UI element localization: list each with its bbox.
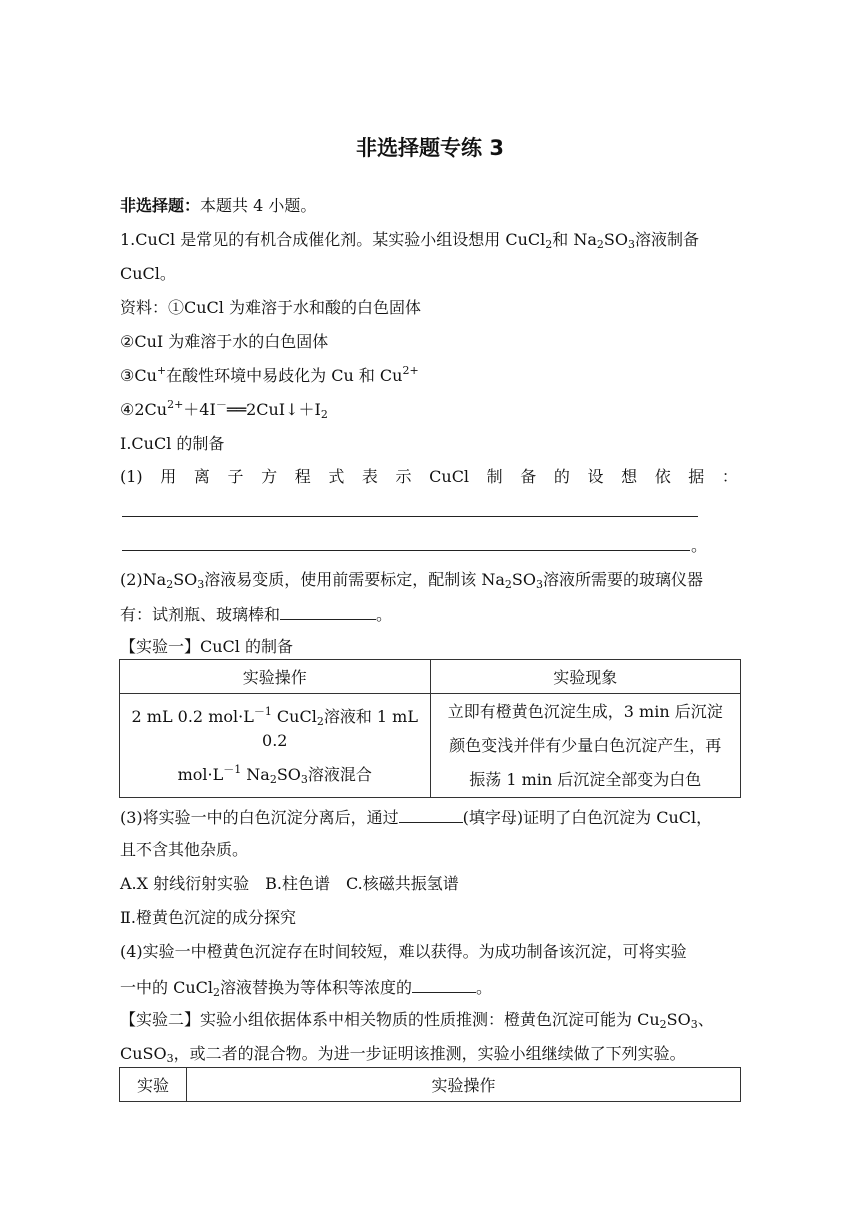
info-1: 资料：①CuCl 为难溶于水和酸的白色固体 [120,298,421,317]
question-1-word: CuCl [429,467,470,486]
answer-period: 。 [691,536,708,555]
question-1-word: 想 [621,467,638,486]
table-header-cell: 实验操作 [187,1068,741,1102]
question-1-word: 表 [361,467,378,486]
info-4: $④2Cu^{2+}+4I^-══2CuI↓+I_2$ [120,398,328,421]
table-header-cell: 实验现象 [430,660,740,694]
q1-stem-line2: CuCl。 [120,264,176,283]
table-row [120,694,741,798]
question-2-line2: 有：试剂瓶、玻璃棒和 。 [120,605,393,624]
section-2-title: Ⅱ.橙黄色沉淀的成分探究 [120,908,296,927]
experiment-1-title: 【实验一】CuCl 的制备 [120,637,293,656]
question-1-word: 离 [193,467,210,486]
question-1-word: ： [721,467,738,486]
question-1-word: 备 [520,467,537,486]
answer-line-1[interactable] [122,516,698,517]
question-1-word: 据 [688,467,705,486]
answer-blank-2[interactable] [280,603,376,620]
answer-blank-3[interactable] [399,806,463,823]
question-2: $(2)Na_2SO_3$溶液易变质，使用前需要标定，配制该 $Na_2SO_3$溶液所需要的玻璃仪器 [120,570,704,591]
question-1-word: (1) [120,467,143,486]
question-1-word: 子 [227,467,244,486]
experiment-2-intro-line2: CuSO$_3$，或二者的混合物。为进一步证明该推测，实验小组继续做了下列实验。 [120,1044,686,1065]
experiment-2-intro: 【实验二】实验小组依据体系中相关物质的性质推测：橙黄色沉淀可能为 $Cu_2SO_3$、 [120,1010,714,1031]
answer-blank-4[interactable] [412,976,476,993]
table-header-cell: 实验 [120,1068,187,1102]
section-1-title: Ⅰ.CuCl 的制备 [120,434,225,453]
question-1-word: 设 [587,467,604,486]
table-header-cell: 实验操作 [120,660,431,694]
table-header-row [120,660,741,694]
question-1-word: 程 [294,467,311,486]
question-1-word: 方 [261,467,278,486]
operation-cell: 2 mL 0.2 $mol\cdot L^{-1}$ CuCl$_2$溶液和 1 mL 0.2 $mol\cdot L^{-1}$ $Na_2SO_3$溶液混合 [120,694,431,798]
question-1-word: 用 [160,467,177,486]
question-1 [120,467,738,487]
phenomenon-cell: 立即有橙黄色沉淀生成，3 min 后沉淀 颜色变浅并伴有少量白色沉淀产生，再 振荡 1 min 后沉淀全部变为白色 [430,694,740,798]
info-2: ②CuI 为难溶于水的白色固体 [120,332,329,351]
question-1-word: 示 [395,467,412,486]
page-title: 非选择题专练 3 [356,136,504,160]
intro-label: 非选择题： [120,196,201,215]
question-3-line2: 且不含其他杂质。 [120,840,249,859]
experiment-2-table [119,1067,741,1102]
experiment-1-table [119,659,741,798]
q1-stem: 1.CuCl 是常见的有机合成催化剂。某实验小组设想用 CuCl$_2$和 $Na_2SO_3$溶液制备 [120,230,699,251]
table-header-row [120,1068,741,1102]
info-3: ③Cu+在酸性环境中易歧化为 Cu 和 $Cu^{2+}$ [120,364,419,385]
answer-line-2[interactable] [122,550,690,551]
question-3: (3)将实验一中的白色沉淀分离后，通过 (填字母)证明了白色沉淀为 CuCl， [120,808,713,827]
question-4-line2: 一中的 CuCl$_2$溶液替换为等体积等浓度的 。 [120,978,493,999]
question-1-word: 依 [654,467,671,486]
question-1-word: 制 [486,467,503,486]
intro-line [120,196,744,216]
question-1-word: 式 [328,467,345,486]
question-3-options: A.X 射线衍射实验 B.柱色谱 C.核磁共振氢谱 [120,874,459,893]
question-4: (4)实验一中橙黄色沉淀存在时间较短，难以获得。为成功制备该沉淀，可将实验 [120,942,687,961]
intro-text: 本题共 4 小题。 [200,196,317,215]
question-1-word: 的 [553,467,570,486]
